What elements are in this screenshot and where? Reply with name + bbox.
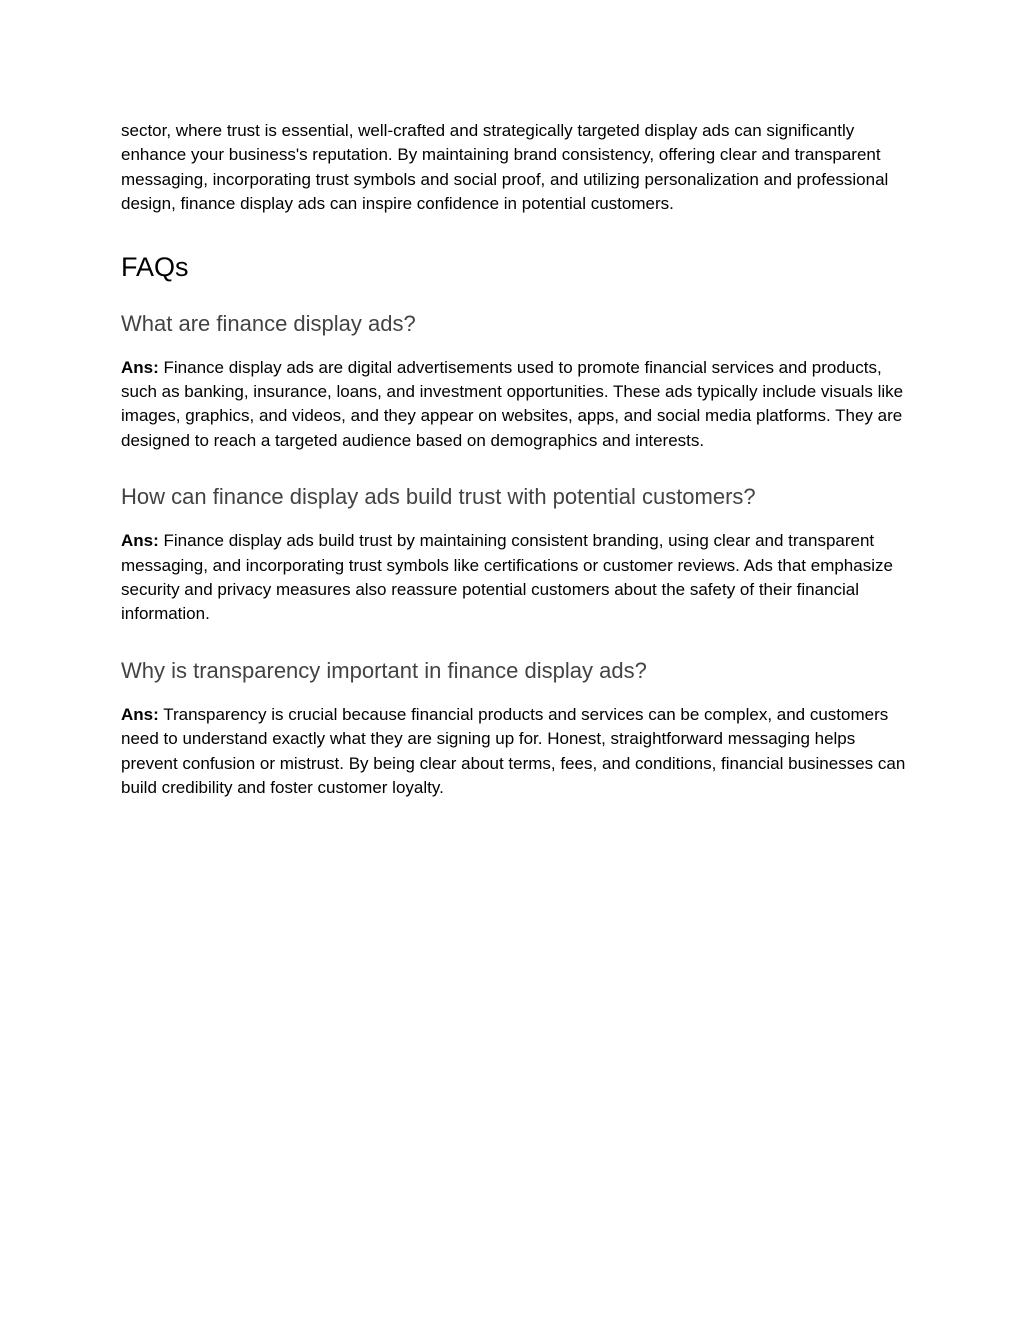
faq-item	[121, 482, 906, 627]
faq-answer	[121, 529, 906, 627]
faq-item	[121, 309, 906, 454]
answer-prefix: Ans:	[121, 357, 159, 377]
faq-question: How can finance display ads build trust with potential customers?	[121, 484, 756, 510]
answer-text: Finance display ads are digital advertisements used to promote financial services and products, such as banking, insurance, loans, and investment opportunities. These ads typically include visuals like images, graphics, and videos, and they appear on websites, apps, and social media platforms. They are designed to reach a targeted audience based on demographics and interests.	[121, 357, 904, 450]
answer-prefix: Ans:	[121, 531, 159, 551]
faq-item	[121, 656, 906, 801]
faq-answer	[121, 356, 906, 454]
answer-prefix: Ans:	[121, 704, 159, 724]
faqs-heading: FAQs	[121, 251, 189, 282]
answer-text: Finance display ads build trust by maintaining consistent branding, using clear and transparent messaging, and incorporating trust symbols like certifications or customer reviews. Ads that emphasize security and privacy measures also reassure potential customers about the safety of their financial information.	[121, 531, 893, 624]
faq-question: Why is transparency important in finance display ads?	[121, 657, 647, 683]
answer-text: Transparency is crucial because financial products and services can be complex, and customers need to understand exactly what they are signing up for. Honest, straightforward messaging helps prevent confusion or mistrust. By being clear about terms, fees, and conditions, financial businesses can build credibility and foster customer loyalty.	[121, 704, 906, 798]
faq-question: What are finance display ads?	[121, 310, 416, 336]
faq-answer	[121, 703, 906, 801]
intro-paragraph: sector, where trust is essential, well-crafted and strategically targeted display ads can significantly enhance your business's reputation. By maintaining brand consistency, offering clear and transparent messaging, incorporating trust symbols and social proof, and utilizing personalization and professional design, finance display ads can inspire confidence in potential customers.	[121, 121, 889, 214]
document-page	[121, 119, 906, 801]
